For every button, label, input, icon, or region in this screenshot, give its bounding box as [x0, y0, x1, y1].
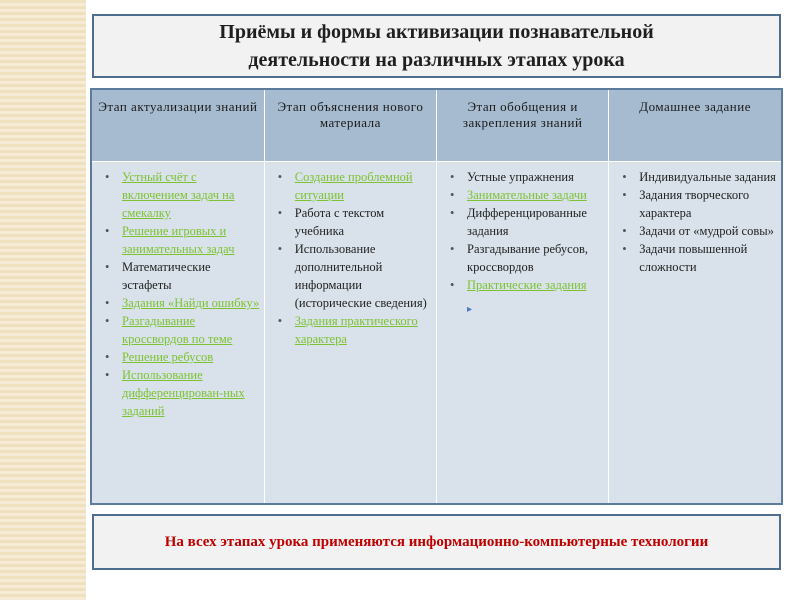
list-item-link[interactable]: • Использование дифференцирован-ных заданий	[96, 366, 260, 420]
list-item-link[interactable]: • Практические задания	[441, 276, 604, 294]
list-item: • Задачи повышенной сложности	[613, 240, 777, 276]
list-item: • Устные упражнения	[441, 168, 604, 186]
list-item-link[interactable]: • Занимательные задачи	[441, 186, 604, 204]
title-box	[92, 14, 781, 78]
column-header-generalization: Этап обобщения и закрепления знаний	[437, 90, 609, 162]
footer-note: На всех этапах урока применяются информационно-компьютерные технологии	[164, 534, 709, 550]
list-item: • Работа с текстом учебника	[269, 204, 432, 240]
list-item: • Задачи от «мудрой совы»	[613, 222, 777, 240]
column-cell-actualization	[92, 162, 264, 504]
footer-box	[92, 514, 781, 570]
list-item-link[interactable]: • Задания практического характера	[269, 312, 432, 348]
column-header-homework: Домашнее задание	[609, 90, 781, 162]
list-item: • Индивидуальные задания	[613, 168, 777, 186]
list-homework	[613, 168, 777, 276]
small-arrow-icon: ▸	[467, 304, 473, 315]
list-item-link[interactable]: • Решение ребусов	[96, 348, 260, 366]
table-row	[92, 162, 781, 504]
table-header-row	[92, 90, 781, 162]
stages-table	[90, 88, 783, 505]
list-item: • Разгадывание ребусов, кроссвордов	[441, 240, 604, 276]
list-item-link[interactable]: • Создание проблемной ситуации	[269, 168, 432, 204]
list-item: • Задания творческого характера	[613, 186, 777, 222]
column-header-actualization: Этап актуализации знаний	[92, 90, 264, 162]
list-item: • Использование дополнительной информации (исторические сведения)	[269, 240, 432, 312]
column-cell-generalization	[437, 162, 609, 504]
list-item: • Дифференцированные задания	[441, 204, 604, 240]
column-cell-explanation	[264, 162, 436, 504]
list-item-link[interactable]: • Задания «Найди ошибку»	[96, 294, 260, 312]
list-item-link[interactable]: • Устный счёт с включением задач на смекалку	[96, 168, 260, 222]
list-item-link[interactable]: • Решение игровых и занимательных задач	[96, 222, 260, 258]
list-item: • Математические эстафеты	[96, 258, 260, 294]
list-generalization	[441, 168, 604, 294]
column-cell-homework	[609, 162, 781, 504]
page-title: Приёмы и формы активизации познавательной деятельности на различных этапах урока	[219, 21, 654, 71]
list-item-link[interactable]: • Разгадывание кроссвордов по теме	[96, 312, 260, 348]
list-actualization	[96, 168, 260, 420]
column-header-explanation: Этап объяснения нового материала	[264, 90, 436, 162]
decorative-left-stripe	[0, 0, 86, 600]
list-explanation	[269, 168, 432, 348]
